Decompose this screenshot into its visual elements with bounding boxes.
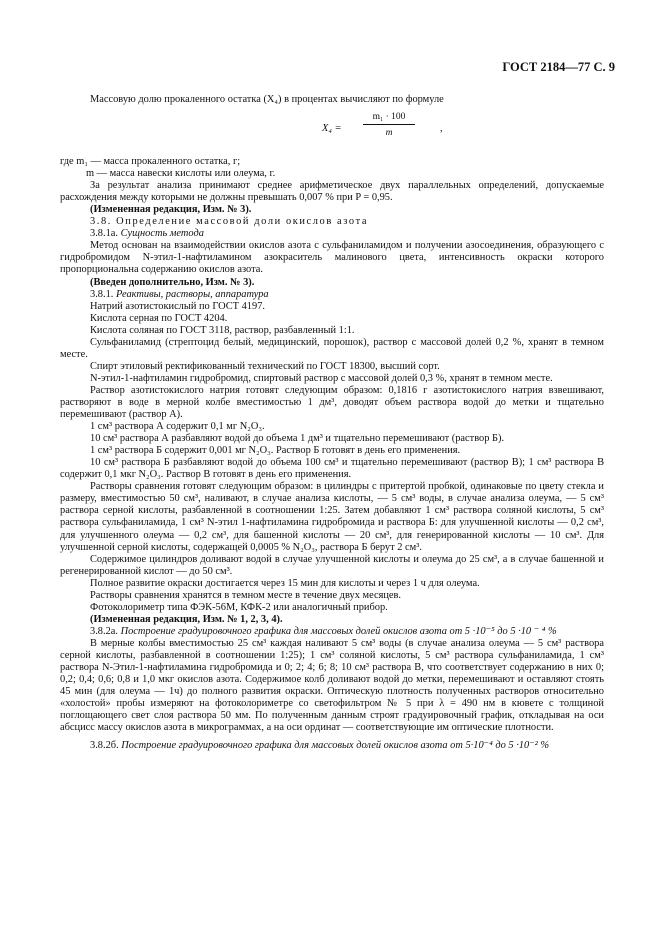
- calibration-paragraph: В мерные колбы вместимостью 25 см³ каждая наливают 5 см³ воды (в случае анализа олеума — 5 см³ раствора серной кислоты, разбавленной в соотношении 1:25); 1 см³ соляной кислоты, 5 см³ раствора сульфаниламида, 1 см³ раствора N-Этил-1-нафтиламина гидробромида и 0; 2; 4; 6; 8; 10 см³ раствора В, что соответствует содержанию в них 0; 0,2; 0,4; 0,6; 0,8 и 1,0 мкг окислов азота. Содержимое колб доливают водой до метки, перемешивают и оставляют стоять 45 мин (для олеума — 1ч) до полного развития окраски. Оптическую плотность полученных растворов относительно «холостой» пробы измеряют на фотоколориметре со светофильтром № 5 при λ = 490 нм в кювете с толщиной поглощающего свет слоя раствора 50 мм. По полученным данным строят градуировочный график, откладывая на оси абсцисс массу окислов азота в микрограммах, а на оси ординат — соответствующие им оптические плотности.: [60, 637, 604, 734]
- section-3-8-heading: 3.8. Определение массовой доли окислов азота: [90, 216, 369, 228]
- development-paragraph: Полное развитие окраски достигается через 15 мин для кислоты и через 1 ч для олеума.: [90, 577, 480, 589]
- formula-fraction: [363, 111, 415, 139]
- photocolorimeter-paragraph: Фотоколориметр типа ФЭК-56М, КФК-2 или аналогичный прибор.: [90, 601, 388, 613]
- section-3-8-2b-heading: [60, 740, 604, 752]
- solution-b-paragraph: 10 см³ раствора А разбавляют водой до объема 1 дм³ и тщательно перемешивают (раствор Б).: [90, 433, 505, 445]
- reagent-item: Сульфаниламид (стрептоцид белый, медицинский, порошок), раствор с массовой долей 0,2 %, хранят в темном месте.: [60, 336, 604, 360]
- edition-note-2: (Введен дополнительно, Изм. № 3).: [90, 276, 255, 288]
- reagent-item: Кислота серная по ГОСТ 4204.: [90, 312, 228, 324]
- cylinders-paragraph: Содержимое цилиндров доливают водой в случае улучшенной кислоты и олеума до 25 см³, а в случае башенной и регенерированной кислот — до 50 см³.: [60, 553, 604, 577]
- section-3-8-1-heading: [60, 289, 604, 301]
- reagent-item: Спирт этиловый ректификованный технический по ГОСТ 18300, высший сорт.: [90, 360, 440, 372]
- edition-note-3: (Измененная редакция, Изм. № 1, 2, 3, 4).: [90, 613, 283, 625]
- formula-lhs: X₄ =: [322, 123, 342, 135]
- formula-numerator: m₁ · 100: [363, 111, 415, 125]
- solution-b-content: 1 см³ раствора Б содержит 0,001 мг N₂O₃. Раствор Б готовят в день его применения.: [90, 445, 461, 457]
- storage-paragraph: Растворы сравнения хранятся в темном месте в течение двух месяцев.: [90, 589, 402, 601]
- reagent-item: Натрий азотистокислый по ГОСТ 4197.: [90, 300, 265, 312]
- document-body: [60, 94, 604, 752]
- where-line-2: m — масса навески кислоты или олеума, г.: [86, 168, 276, 180]
- section-3-8-1a-number: 3.8.1а.: [90, 228, 118, 240]
- section-3-8-2b-title: Построение градуировочного графика для массовых долей окислов азота от 5·10⁻⁴ до 5 ·10⁻² %: [121, 740, 550, 752]
- reagent-item: Кислота соляная по ГОСТ 3118, раствор, разбавленный 1:1.: [90, 324, 355, 336]
- edition-note-1: (Измененная редакция, Изм. № 3).: [90, 204, 252, 216]
- solution-a-paragraph: Раствор азотистокислого натрия готовят следующим образом: 0,1816 г азотистокислого натрия взвешивают, растворяют в воде в мерной колбе вместимостью 1 дм³, доводят объем раствора водой до метки и тщательно перемешивают (раствор А).: [60, 384, 604, 421]
- formula-tail: ,: [440, 123, 443, 135]
- section-3-8-2a-number: 3.8.2а.: [90, 625, 118, 637]
- section-3-8-1-number: 3.8.1.: [90, 288, 114, 300]
- solution-v-paragraph: 10 см³ раствора Б разбавляют водой до объема 100 см³ и тщательно перемешивают (раствор В); 1 см³ раствора В содержит 0,1 мкг N₂O₃. Раствор В готовят в день его применения.: [60, 457, 604, 481]
- where-line-1: где m₁ — масса прокаленного остатка, г;: [60, 156, 241, 168]
- intro-paragraph: Массовую долю прокаленного остатка (X₄) в процентах вычисляют по формуле: [90, 94, 444, 105]
- formula-denominator: m: [385, 128, 393, 139]
- section-3-8-1a-title: Сущность метода: [120, 228, 204, 240]
- formula: [60, 106, 604, 156]
- solution-a-content: 1 см³ раствора А содержит 0,1 мг N₂O₃.: [90, 421, 265, 433]
- section-3-8-1a-heading: [60, 228, 604, 240]
- comparison-solutions-paragraph: Растворы сравнения готовят следующим образом: в цилиндры с притертой пробкой, одинаковые по цвету стекла и размеру, вместимостью 50 см³, наливают, в случае анализа кислоты, — 5 см³ воды, в случае анализа олеума, — 5 см³ раствора серной кислоты, разбавленной в соотношении 1:25. Затем добавляют 1 см³ раствора соляной кислоты, 5 см³ раствора сульфаниламида, 1 см³ N-этил 1-нафтиламина гидробромида и раствора Б: для улучшенной кислоты — 0,2 см³, для улучшенного олеума — 0,2 см³, для башенной кислоты — 20 см³, для генерированной кислоты — 10 см³. Для улучшенной серной кислоты, содержащей 0,0005 % N₂O₃, раствора Б берут 2 см³.: [60, 481, 604, 553]
- section-3-8-2b-number: 3.8.2б.: [90, 740, 119, 752]
- section-3-8-2a-heading: [60, 626, 604, 638]
- page-header: ГОСТ 2184—77 С. 9: [502, 60, 615, 74]
- section-3-8-1-title: Реактивы, растворы, аппаратура: [116, 288, 269, 300]
- method-paragraph: Метод основан на взаимодействии окислов азота с сульфаниламидом и получении азосоединения, образующего с гидробромидом N-этил-1-нафтиламином азокраситель малинового цвета, интенсивность окраски которого пропорциональна содержанию окислов азота.: [60, 240, 604, 276]
- section-3-8-2a-title: Построение градуировочного графика для массовых долей окислов азота от 5 ·10⁻⁵ до 5 ·10 ⁻ ⁴ %: [120, 625, 557, 637]
- result-paragraph: За результат анализа принимают среднее арифметическое двух параллельных определений, допускаемые расхождения между которыми не должны превышать 0,007 % при P = 0,95.: [60, 180, 604, 204]
- reagent-item: N-этил-1-нафтиламин гидробромид, спиртовый раствор с массовой долей 0,3 %, хранят в темном месте.: [90, 372, 553, 384]
